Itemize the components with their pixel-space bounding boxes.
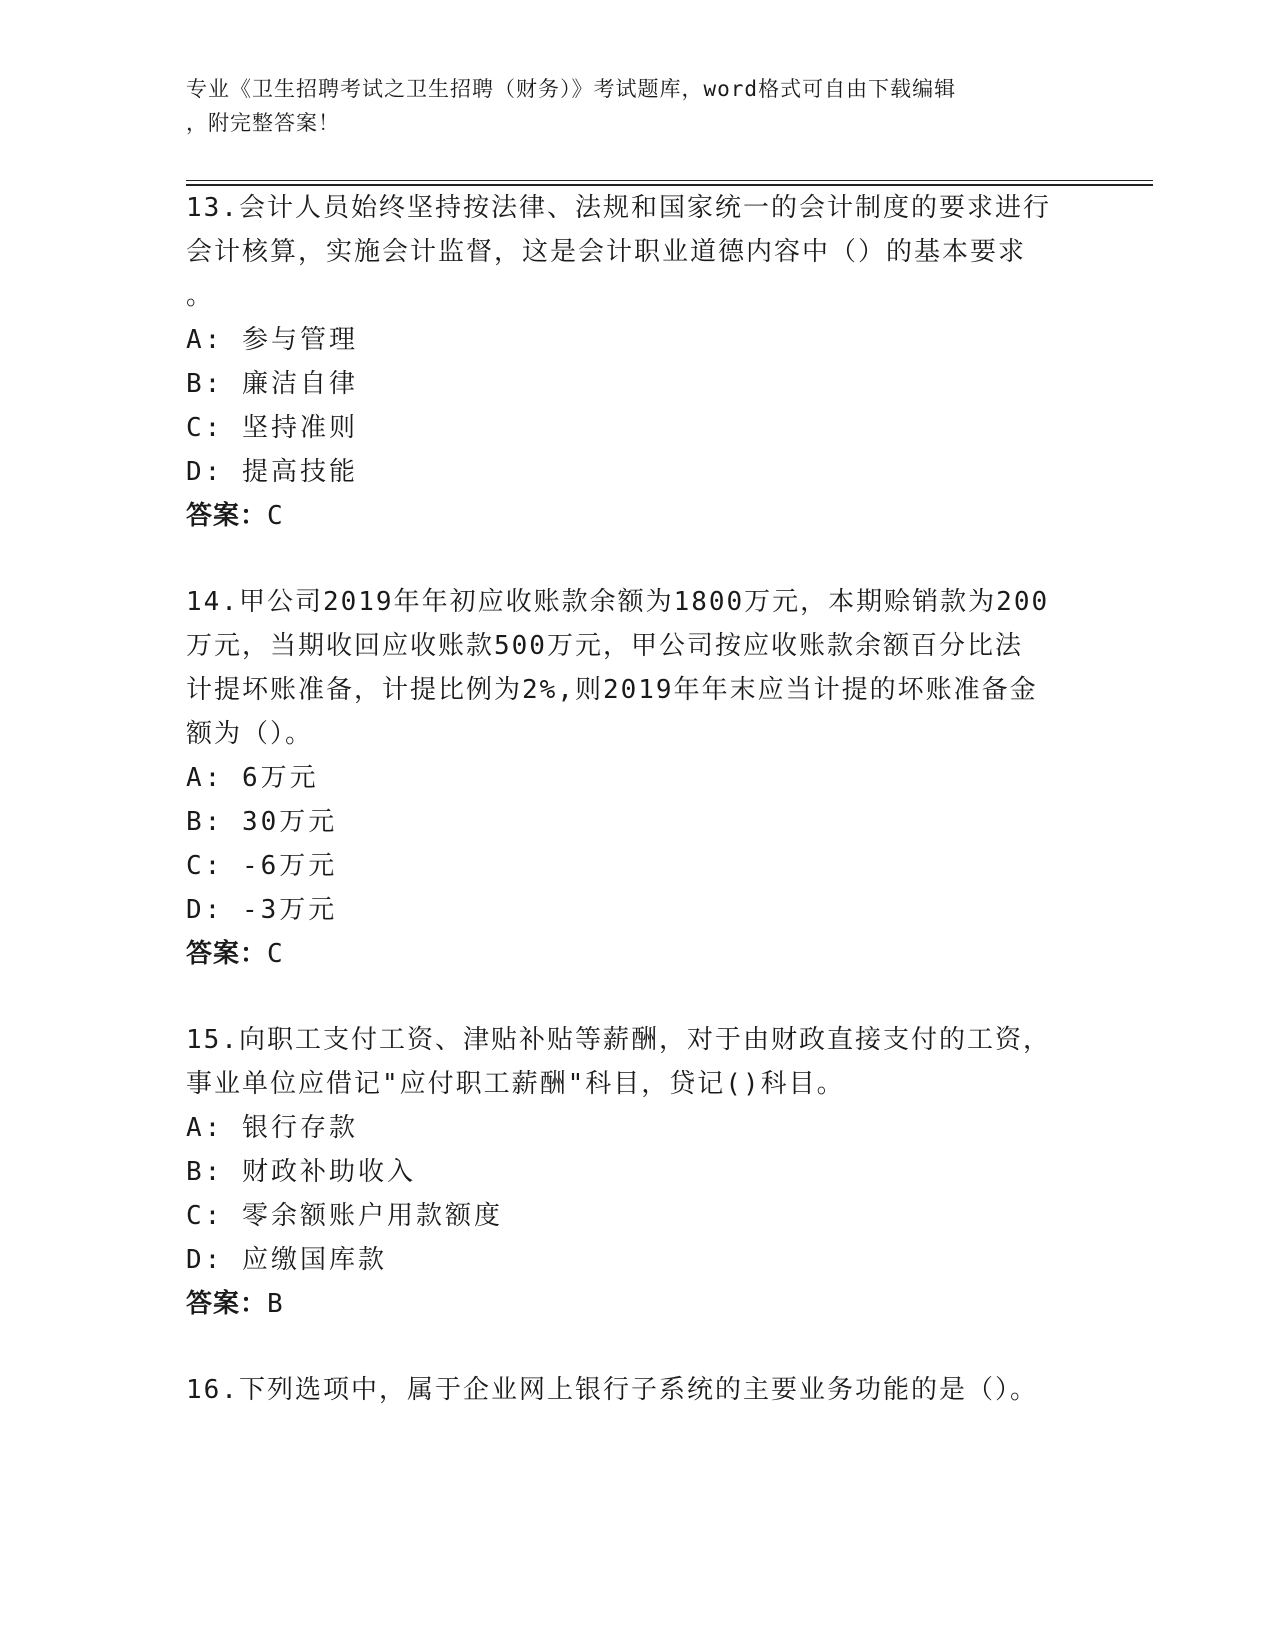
question-15-line-1: 15.向职工支付工资、津贴补贴等薪酬，对于由财政直接支付的工资， <box>186 1025 1051 1055</box>
answer-label: 答案： <box>186 1289 268 1319</box>
answer-label: 答案： <box>186 939 268 969</box>
question-13-answer <box>186 500 284 532</box>
question-14-option-a: A: 6万元 <box>186 763 319 793</box>
document-header <box>186 72 1086 140</box>
header-line-2: ，附完整答案！ <box>186 111 340 135</box>
answer-value: C <box>267 501 284 531</box>
question-13-option-d: D: 提高技能 <box>186 457 358 487</box>
question-14-line-2: 万元，当期收回应收账款500万元，甲公司按应收账款余额百分比法 <box>186 631 1023 661</box>
answer-value: B <box>267 1289 284 1319</box>
question-13-line-1: 13.会计人员始终坚持按法律、法规和国家统一的会计制度的要求进行 <box>186 193 1051 223</box>
question-14-answer <box>186 938 284 970</box>
question-13-option-b: B: 廉洁自律 <box>186 369 358 399</box>
question-15-answer <box>186 1288 284 1320</box>
question-14-option-b: B: 30万元 <box>186 807 338 837</box>
question-14-line-3: 计提坏账准备，计提比例为2%,则2019年年末应当计提的坏账准备金 <box>186 675 1038 705</box>
header-line-1: 专业《卫生招聘考试之卫生招聘（财务）》考试题库，word格式可自由下载编辑 <box>186 77 957 101</box>
question-16-line-1: 16.下列选项中，属于企业网上银行子系统的主要业务功能的是（）。 <box>186 1375 1038 1405</box>
header-divider-thin <box>186 180 1153 181</box>
answer-value: C <box>267 939 284 969</box>
question-15-option-b: B: 财政补助收入 <box>186 1157 416 1187</box>
question-14-option-c: C: -6万元 <box>186 851 338 881</box>
question-15-option-d: D: 应缴国库款 <box>186 1245 387 1275</box>
question-13-line-3: 。 <box>186 281 215 311</box>
question-15-option-c: C: 零余额账户用款额度 <box>186 1201 503 1231</box>
question-13-option-c: C: 坚持准则 <box>186 413 358 443</box>
question-15-option-a: A: 银行存款 <box>186 1113 358 1143</box>
answer-label: 答案： <box>186 501 268 531</box>
header-divider-thick <box>186 184 1153 186</box>
question-14-line-1: 14.甲公司2019年年初应收账款余额为1800万元，本期赊销款为200 <box>186 587 1050 617</box>
question-15-line-2: 事业单位应借记"应付职工薪酬"科目，贷记()科目。 <box>186 1069 845 1099</box>
question-14-option-d: D: -3万元 <box>186 895 338 925</box>
question-14-line-4: 额为（）。 <box>186 719 314 749</box>
question-13-line-2: 会计核算，实施会计监督，这是会计职业道德内容中（）的基本要求 <box>186 237 1027 267</box>
question-13-option-a: A: 参与管理 <box>186 325 358 355</box>
